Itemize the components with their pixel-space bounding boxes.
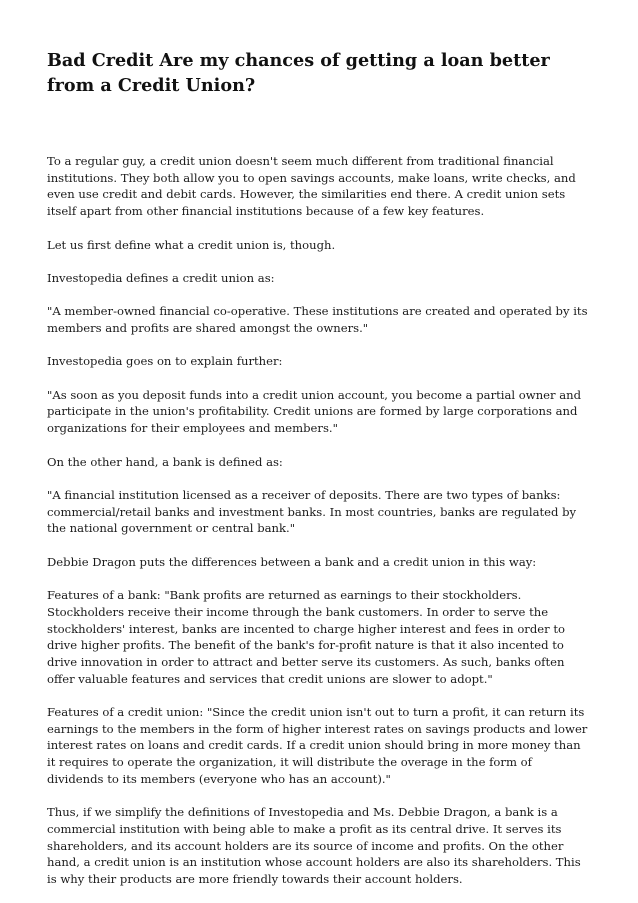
paragraph-investopedia-further: Investopedia goes on to explain further:: [47, 354, 283, 369]
quote-credit-union-definition: "A member-owned financial co-operative. These institutions are created and operated by its members and profits are shared amongst the owners.": [47, 304, 588, 335]
paragraph-credit-union-features: Features of a credit union: "Since the credit union isn't out to turn a profit, it can return its earnings to the members in the form of higher interest rates on savings products and lower interest rates on loans and credit cards. If a credit union should bring in more money than it requires to operate the organization, it will distribute the overage in the form of dividends to its members (everyone who has an account).": [47, 705, 588, 786]
paragraph-debbie-dragon: Debbie Dragon puts the differences between a bank and a credit union in this way:: [47, 554, 537, 569]
quote-bank-definition: "A financial institution licensed as a receiver of deposits. There are two types of banks: commercial/retail banks and investment banks. In most countries, banks are regulated by the national government or central bank.": [47, 487, 577, 536]
paragraph-bank-features: Features of a bank: "Bank profits are returned as earnings to their stockholders. Stockholders receive their income through the bank customers. In order to serve the stockholders' interest, banks are incented to charge higher interest and fees in order to drive higher profits. The benefit of the bank's for-profit nature is that it also incented to drive innovation in order to attract and better serve its customers. As such, banks often offer valuable features and services that credit unions are slower to adopt.": [47, 588, 565, 686]
paragraph-conclusion: Thus, if we simplify the definitions of Investopedia and Ms. Debbie Dragon, a bank is a commercial institution with being able to make a profit as its central drive. It serves its shareholders, and its account holders are its source of income and profits. On the other hand, a credit union is an institution whose account holders are also its shareholders. This is why their products are more friendly towards their account holders.: [47, 805, 581, 887]
paragraph-bank-defined: On the other hand, a bank is defined as:: [47, 454, 283, 469]
paragraph-define-lead: Let us first define what a credit union is, though.: [47, 237, 336, 252]
paragraph-investopedia-defines: Investopedia defines a credit union as:: [47, 270, 275, 285]
quote-credit-union-explanation: "As soon as you deposit funds into a credit union account, you become a partial owner and participate in the union's profitability. Credit unions are formed by large corporations and organizations for their employees and members.": [47, 387, 582, 436]
page-title: Bad Credit Are my chances of getting a loan better from a Credit Union?: [47, 50, 550, 96]
article-body: [47, 153, 592, 888]
paragraph-intro: To a regular guy, a credit union doesn't seem much different from traditional financial institutions. They both allow you to open savings accounts, make loans, write checks, and even use credit and debit cards. However, the similarities end there. A credit union sets itself apart from other financial institutions because of a few key features.: [47, 154, 576, 219]
